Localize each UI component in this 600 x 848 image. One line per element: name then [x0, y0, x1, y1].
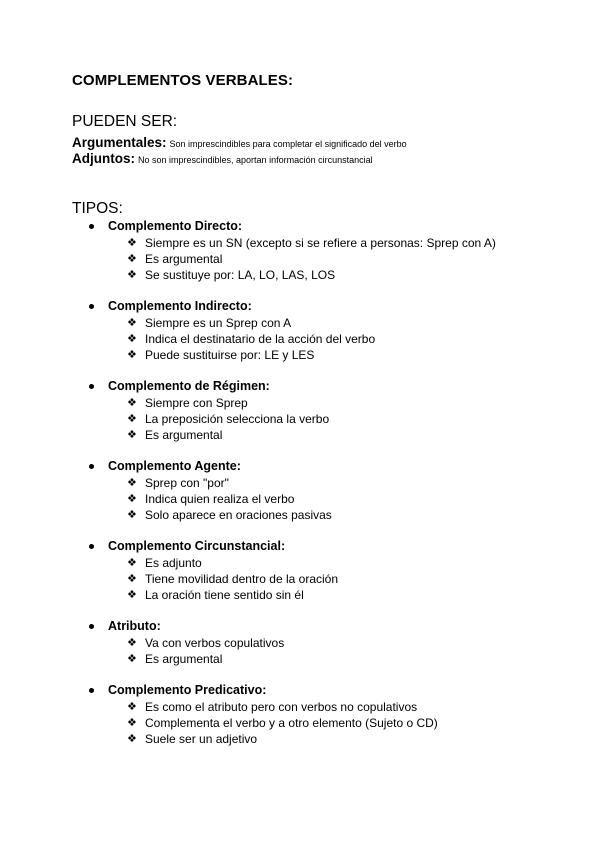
type-block	[0, 459, 600, 523]
types-list	[0, 219, 600, 763]
list-item	[0, 315, 600, 331]
type-block	[0, 219, 600, 283]
list-item	[0, 427, 600, 443]
list-item	[0, 507, 600, 523]
diamond-bullet-icon: ❖	[127, 429, 137, 441]
list-item-text: Es como el atributo pero con verbos no copulativos	[145, 700, 418, 714]
list-item-text: Solo aparece en oraciones pasivas	[145, 508, 332, 522]
list-item	[0, 571, 600, 587]
page-title: COMPLEMENTOS VERBALES:	[72, 72, 294, 89]
diamond-bullet-icon: ❖	[127, 333, 137, 345]
list-item-text: Puede sustituirse por: LE y LES	[145, 348, 315, 362]
list-item-text: Es argumental	[145, 252, 223, 266]
list-item-text: Sprep con "por"	[145, 476, 229, 490]
type-name: Complemento Indirecto:	[108, 299, 252, 313]
type-heading-row	[0, 379, 600, 395]
list-item-text: Suele ser un adjetivo	[145, 732, 258, 746]
diamond-bullet-icon: ❖	[127, 317, 137, 329]
type-block	[0, 683, 600, 747]
bullet-dot-icon	[89, 624, 94, 629]
diamond-bullet-icon: ❖	[127, 477, 137, 489]
type-heading-row	[0, 683, 600, 699]
list-item	[0, 731, 600, 747]
type-heading-row	[0, 299, 600, 315]
list-item-text: Siempre es un Sprep con A	[145, 316, 292, 330]
list-item	[0, 475, 600, 491]
diamond-bullet-icon: ❖	[127, 397, 137, 409]
type-name: Complemento Predicativo:	[108, 683, 267, 697]
list-item	[0, 651, 600, 667]
diamond-bullet-icon: ❖	[127, 733, 137, 745]
type-heading-row	[0, 619, 600, 635]
type-block	[0, 539, 600, 603]
list-item	[0, 635, 600, 651]
type-name: Complemento Circunstancial:	[108, 539, 286, 553]
list-item	[0, 347, 600, 363]
diamond-bullet-icon: ❖	[127, 573, 137, 585]
type-heading-row	[0, 459, 600, 475]
diamond-bullet-icon: ❖	[127, 413, 137, 425]
diamond-bullet-icon: ❖	[127, 253, 137, 265]
diamond-bullet-icon: ❖	[127, 557, 137, 569]
bullet-dot-icon	[89, 304, 94, 309]
list-item-text: Complementa el verbo y a otro elemento (Sujeto o CD)	[145, 716, 438, 730]
type-block	[0, 379, 600, 443]
list-item	[0, 267, 600, 283]
list-item	[0, 587, 600, 603]
list-item	[0, 555, 600, 571]
list-item-text: Es argumental	[145, 428, 223, 442]
list-item-text: Indica quien realiza el verbo	[145, 492, 295, 506]
diamond-bullet-icon: ❖	[127, 269, 137, 281]
type-name: Complemento de Régimen:	[108, 379, 270, 393]
diamond-bullet-icon: ❖	[127, 349, 137, 361]
bullet-dot-icon	[89, 464, 94, 469]
list-item-text: Es argumental	[145, 652, 223, 666]
type-block	[0, 619, 600, 667]
list-item	[0, 331, 600, 347]
type-heading-row	[0, 539, 600, 555]
type-heading-row	[0, 219, 600, 235]
list-item-text: Siempre es un SN (excepto si se refiere a personas: Sprep con A)	[145, 236, 496, 250]
bullet-dot-icon	[89, 688, 94, 693]
pueden-ser-heading: PUEDEN SER:	[72, 113, 178, 130]
definition-adjuntos	[72, 150, 373, 168]
definition-text: No son imprescindibles, aportan información circunstancial	[138, 155, 373, 165]
type-block	[0, 299, 600, 363]
diamond-bullet-icon: ❖	[127, 637, 137, 649]
list-item-text: Siempre con Sprep	[145, 396, 248, 410]
list-item-text: La oración tiene sentido sin él	[145, 588, 304, 602]
diamond-bullet-icon: ❖	[127, 509, 137, 521]
list-item	[0, 395, 600, 411]
definition-term: Adjuntos:	[72, 151, 135, 166]
list-item-text: La preposición selecciona la verbo	[145, 412, 330, 426]
diamond-bullet-icon: ❖	[127, 701, 137, 713]
tipos-heading: TIPOS:	[72, 200, 123, 217]
list-item-text: Se sustituye por: LA, LO, LAS, LOS	[145, 268, 336, 282]
list-item	[0, 699, 600, 715]
list-item-text: Indica el destinatario de la acción del verbo	[145, 332, 376, 346]
list-item	[0, 251, 600, 267]
list-item-text: Tiene movilidad dentro de la oración	[145, 572, 339, 586]
bullet-dot-icon	[89, 384, 94, 389]
list-item-text: Va con verbos copulativos	[145, 636, 285, 650]
type-name: Complemento Agente:	[108, 459, 241, 473]
list-item	[0, 491, 600, 507]
diamond-bullet-icon: ❖	[127, 589, 137, 601]
list-item-text: Es adjunto	[145, 556, 202, 570]
definition-text: Son imprescindibles para completar el significado del verbo	[169, 139, 407, 149]
definition-term: Argumentales:	[72, 135, 167, 150]
diamond-bullet-icon: ❖	[127, 653, 137, 665]
list-item	[0, 715, 600, 731]
type-name: Complemento Directo:	[108, 219, 243, 233]
list-item	[0, 235, 600, 251]
diamond-bullet-icon: ❖	[127, 493, 137, 505]
bullet-dot-icon	[89, 544, 94, 549]
bullet-dot-icon	[89, 224, 94, 229]
diamond-bullet-icon: ❖	[127, 717, 137, 729]
diamond-bullet-icon: ❖	[127, 237, 137, 249]
list-item	[0, 411, 600, 427]
type-name: Atributo:	[108, 619, 161, 633]
